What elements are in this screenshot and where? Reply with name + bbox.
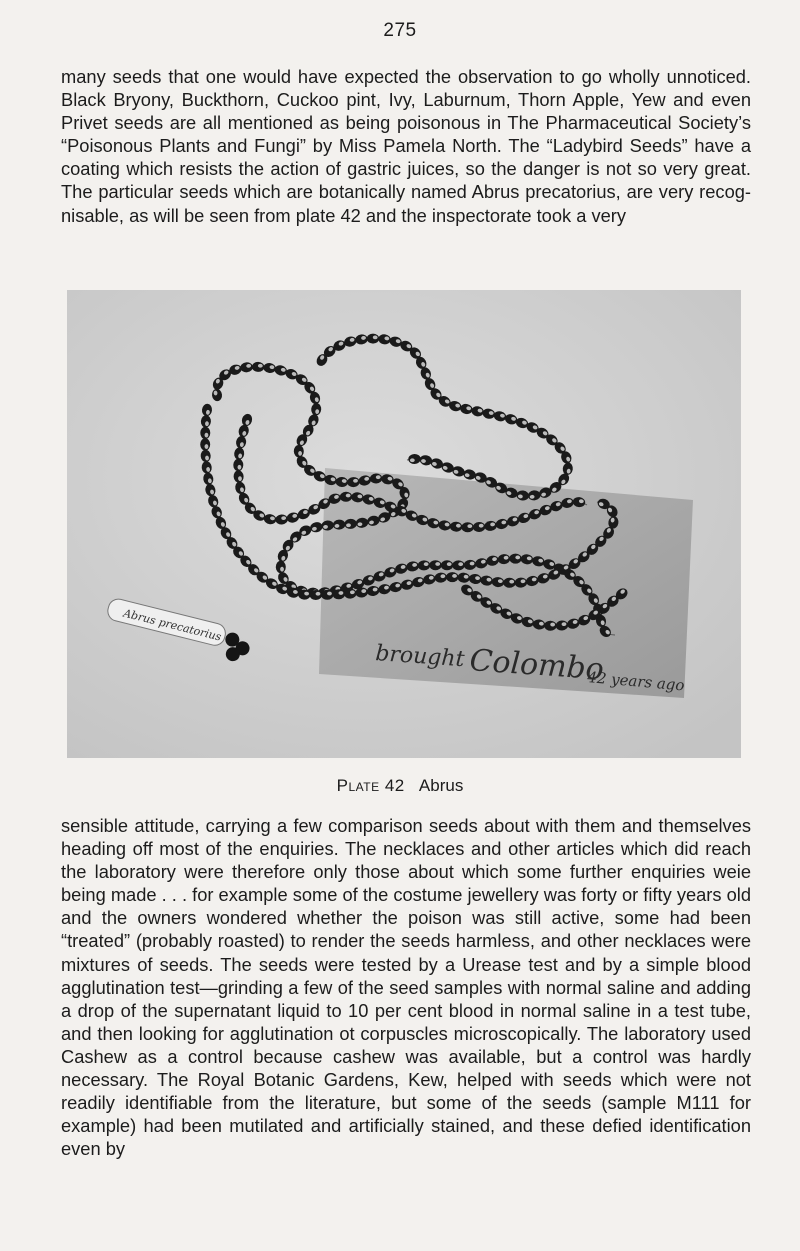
tube-label: Abrus precatorius <box>121 606 223 644</box>
seed-bead <box>429 560 441 570</box>
necklace-photo-svg <box>67 290 741 758</box>
card-handwriting-years-ago: 42 years ago <box>586 668 686 695</box>
paragraph-bottom: sensible attitude, carrying a few comparison seeds about with them and themselves heading off most of the enquiries. The necklaces and other articles which did reach the laboratory were therefore only those about which some further enquiries weie being made . . . for example some of the costume jewellery was forty or fifty years old and the owners wondered whether the poison was still active, some had been “treated” (probably roasted) to render the seeds harmless, and other necklaces were mixtures of seeds. The seeds were tested by a Urease test and by a simple blood agglutination test—grinding a few of the seed samples with normal saline and adding a drop of the supernatant liquid to 10 per cent blood in normal saline in a test tube, and then looking for agglutination ot corpuscles microscopically. The laboratory used Cashew as a control because cashew was available, but a control was hardly necessary. The Royal Botanic Gardens, Kew, helped with seeds which were not readily identifiable from the literature, but some of the seeds (sample M111 for example) had been mutilated and artificially stained, and these defied identification even by <box>61 815 751 1160</box>
figure-caption <box>0 776 800 796</box>
page-number: 275 <box>383 20 417 41</box>
caption-title: Abrus <box>418 776 464 795</box>
seed-bead <box>461 522 473 532</box>
paragraph-top: many seeds that one would have expected the observation to go wholly unnoticed. Black Bryony, Buckthorn, Cuckoo pint, Ivy, Laburnum, Thorn Apple, Yew and even Privet seeds are all mentioned as being poisonous in The Pharmaceutical Society’s “Poisonous Plants and Fungi” by Miss Pamela North. The “Ladybird Seeds” have a coating which resists the action of gastric juices, so the danger is not so very great. The particular seeds which are botanically named Abrus precatorius, are very recog- nisable, as will be seen from plate 42 and the inspectorate took a very <box>61 66 751 226</box>
card-handwriting-colombo: Colombo <box>468 643 605 688</box>
caption-label: Plate 42 <box>336 776 405 795</box>
seed-bead <box>310 590 322 600</box>
seed-bead <box>367 334 379 344</box>
plate-photo <box>67 290 741 758</box>
card-handwriting-brought: brought <box>374 641 466 673</box>
